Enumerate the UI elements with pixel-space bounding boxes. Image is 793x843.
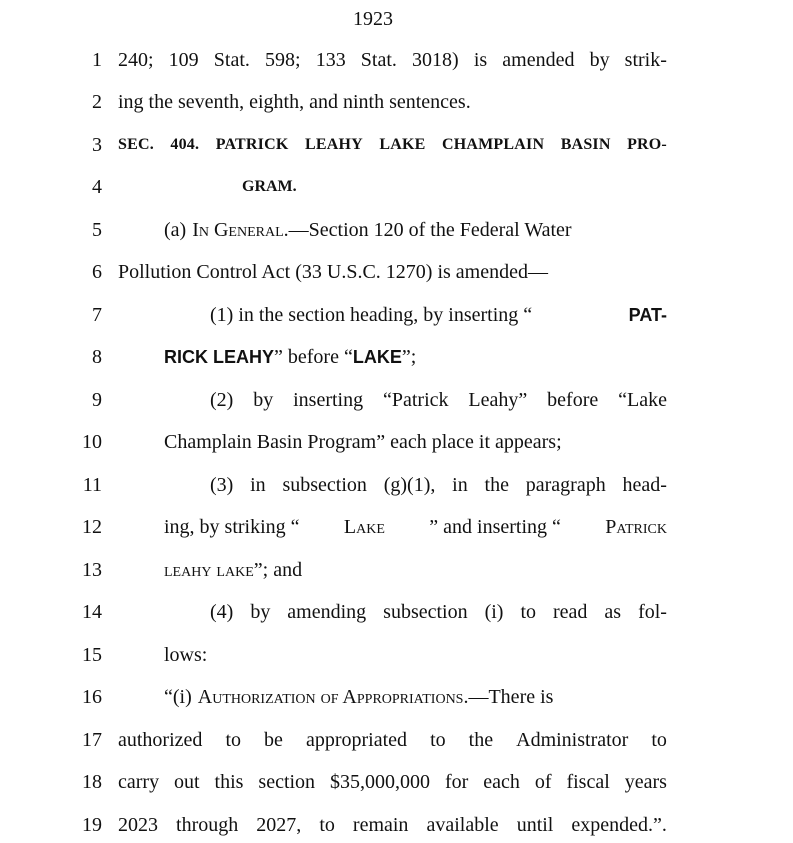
word: inserting	[293, 389, 364, 411]
text-line	[0, 679, 793, 715]
small-caps-segment: leahy lake	[164, 559, 254, 581]
word: strik-	[624, 49, 667, 71]
line-text: Pollution Control Act (33 U.S.C. 1270) is amended—	[118, 261, 548, 283]
word: 2023	[118, 814, 158, 836]
text-line	[0, 212, 793, 248]
word: 3018)	[412, 49, 459, 71]
line-number: 19	[82, 814, 102, 836]
text-line	[0, 42, 793, 78]
line-number: 10	[82, 431, 102, 453]
word: remain	[352, 814, 409, 836]
line-number: 16	[82, 686, 102, 708]
word: to	[430, 729, 446, 751]
word: paragraph	[525, 474, 606, 496]
line-segment: ” before “	[274, 346, 353, 368]
line-segment: (1) in the section heading, by inserting “	[210, 304, 533, 326]
word: in	[250, 474, 266, 496]
text-line	[0, 509, 793, 545]
word: the	[468, 729, 494, 751]
word: by	[253, 389, 274, 411]
word: (g)(1),	[383, 474, 436, 496]
line-text	[118, 764, 667, 800]
line-segment: ” and inserting “	[429, 516, 561, 538]
line-number: 11	[82, 474, 102, 496]
line-number: 6	[92, 261, 102, 283]
text-line	[0, 424, 793, 460]
word: $35,000,000	[330, 771, 431, 793]
section-heading-continuation: GRAM.	[242, 178, 297, 195]
word: the	[484, 474, 509, 496]
line-number: 5	[92, 219, 102, 241]
word: subsection	[282, 474, 367, 496]
word: be	[264, 729, 283, 751]
line-rest: —Section 120 of the Federal Water	[288, 219, 572, 241]
small-caps-segment: Authorization of Appropriations.	[197, 686, 469, 708]
line-text	[164, 212, 667, 248]
word: 240;	[118, 49, 154, 71]
line-segment: “(i)	[164, 686, 192, 708]
text-line	[0, 637, 793, 673]
word: as	[604, 601, 622, 623]
subsection-heading: In General.	[192, 219, 289, 241]
line-number: 4	[92, 176, 102, 198]
word: amending	[287, 601, 367, 623]
word: 133	[315, 49, 346, 71]
section-heading-line	[0, 127, 793, 163]
word: (3)	[210, 474, 234, 496]
line-segment: ”;	[401, 346, 417, 368]
text-line	[0, 84, 793, 120]
line-text	[118, 42, 667, 78]
word: by	[589, 49, 610, 71]
word: CHAMPLAIN	[441, 136, 545, 153]
word: “Lake	[618, 389, 667, 411]
word: BASIN	[560, 136, 611, 153]
word: subsection	[383, 601, 468, 623]
line-text	[210, 382, 667, 418]
word: to	[319, 814, 335, 836]
line-number: 3	[92, 134, 102, 156]
line-number: 12	[82, 516, 102, 538]
word: through	[176, 814, 239, 836]
word: fiscal	[566, 771, 610, 793]
line-segment: —There is	[468, 686, 554, 708]
word: of	[534, 771, 552, 793]
line-text	[164, 552, 302, 588]
word: in	[452, 474, 468, 496]
line-number: 13	[82, 559, 102, 581]
word: 598;	[265, 49, 301, 71]
word: for	[444, 771, 469, 793]
text-line	[0, 594, 793, 630]
page-number: 1923	[353, 8, 393, 30]
word: is	[473, 49, 488, 71]
word: to	[520, 601, 537, 623]
line-text	[118, 722, 667, 758]
text-line	[0, 297, 793, 333]
line-text: ing the seventh, eighth, and ninth sentences.	[118, 91, 471, 113]
word: 2027,	[256, 814, 302, 836]
word: (4)	[210, 601, 234, 623]
bold-segment: PAT-	[628, 305, 667, 325]
word: fol-	[638, 601, 667, 623]
word: head-	[622, 474, 667, 496]
line-number: 17	[82, 729, 102, 751]
line-text	[118, 807, 667, 843]
subsection-marker: (a)	[164, 219, 187, 241]
line-text	[210, 467, 667, 503]
line-number: 9	[92, 389, 102, 411]
text-line	[0, 382, 793, 418]
line-text	[164, 509, 667, 545]
word: Stat.	[213, 49, 250, 71]
word: each	[483, 771, 520, 793]
word: years	[624, 771, 667, 793]
word: appropriated	[305, 729, 408, 751]
word: amended	[502, 49, 575, 71]
word: before	[547, 389, 599, 411]
text-line	[0, 339, 793, 375]
word: (i)	[484, 601, 504, 623]
word: “Patrick	[383, 389, 449, 411]
small-caps-segment: Patrick	[605, 516, 667, 538]
line-text: Champlain Basin Program” each place it appears;	[164, 431, 562, 453]
line-number: 1	[92, 49, 102, 71]
line-segment: ”; and	[253, 559, 303, 581]
line-number: 7	[92, 304, 102, 326]
word: (2)	[210, 389, 234, 411]
text-line	[0, 764, 793, 800]
section-heading-line	[0, 169, 793, 205]
word: LAKE	[379, 136, 426, 153]
word: this	[214, 771, 244, 793]
word: available	[426, 814, 499, 836]
word: 109	[168, 49, 199, 71]
line-text	[210, 594, 667, 630]
word: by	[250, 601, 271, 623]
word: Leahy”	[468, 389, 528, 411]
word: SEC.	[118, 136, 154, 153]
section-heading	[118, 127, 667, 163]
word: Administrator	[516, 729, 629, 751]
line-number: 18	[82, 771, 102, 793]
line-number: 2	[92, 91, 102, 113]
line-number: 15	[82, 644, 102, 666]
word: to	[225, 729, 241, 751]
word: Stat.	[360, 49, 397, 71]
word: expended.”.	[571, 814, 667, 836]
text-line	[0, 807, 793, 843]
word: PRO-	[627, 136, 667, 153]
word: to	[651, 729, 667, 751]
word: LEAHY	[304, 136, 363, 153]
text-line	[0, 552, 793, 588]
bold-segment: RICK LEAHY	[164, 347, 275, 367]
line-text	[164, 339, 416, 375]
line-number: 14	[82, 601, 102, 623]
line-number: 8	[92, 346, 102, 368]
word: carry	[118, 771, 160, 793]
word: PATRICK	[215, 136, 289, 153]
text-line	[0, 467, 793, 503]
word: until	[516, 814, 554, 836]
word: 404.	[170, 136, 200, 153]
word: out	[174, 771, 200, 793]
text-line	[0, 254, 793, 290]
bold-segment: LAKE	[352, 347, 402, 367]
text-line	[0, 722, 793, 758]
line-text: lows:	[164, 644, 208, 666]
word: read	[553, 601, 588, 623]
line-text	[164, 679, 667, 715]
word: authorized	[118, 729, 203, 751]
word: section	[258, 771, 316, 793]
small-caps-segment: Lake	[343, 516, 385, 538]
line-segment: ing, by striking “	[164, 516, 300, 538]
line-text	[210, 297, 667, 333]
